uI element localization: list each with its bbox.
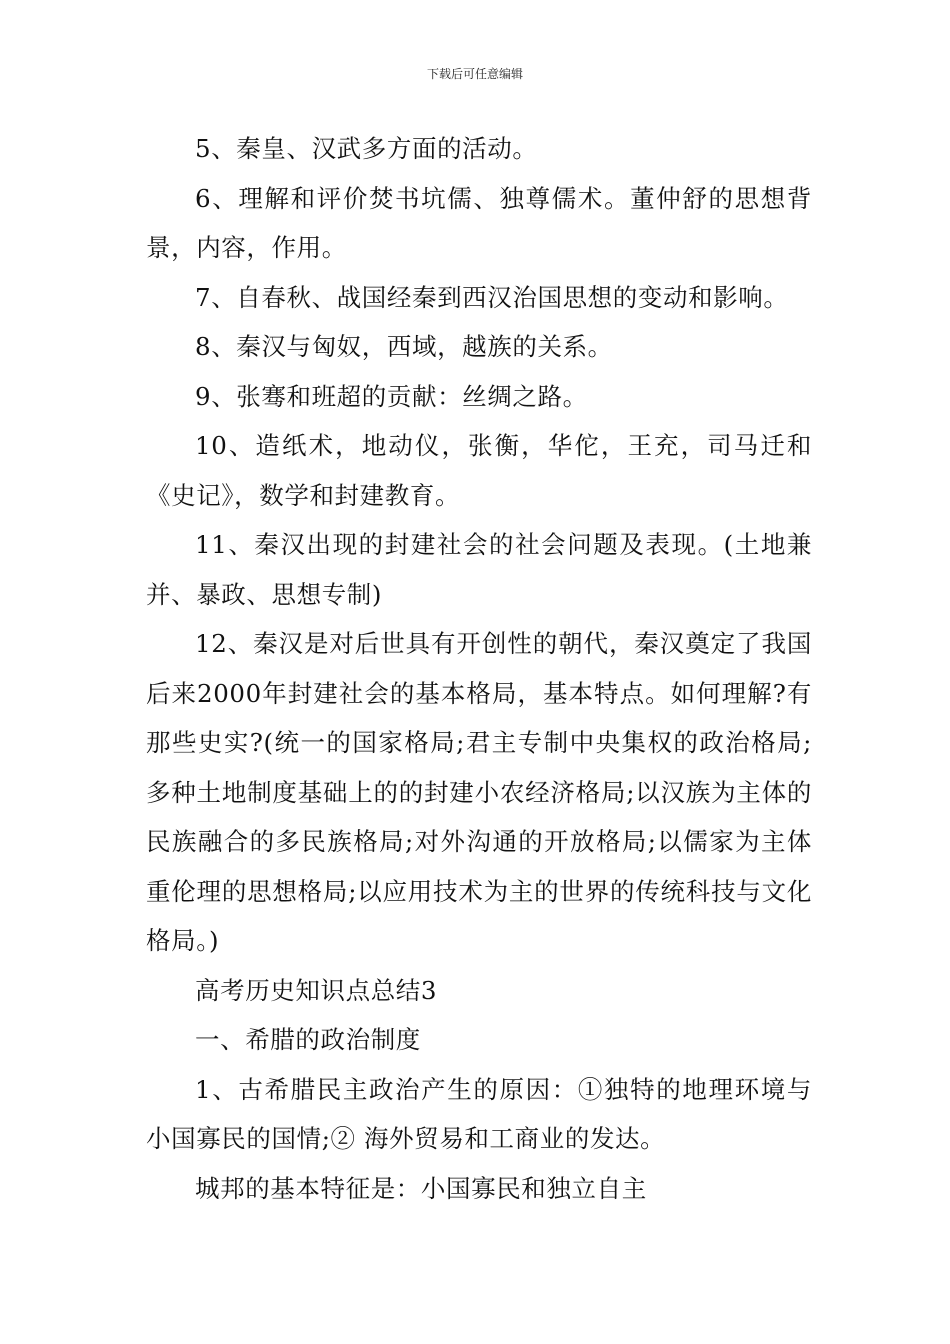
paragraph-item-11: 11、秦汉出现的封建社会的社会问题及表现。(土地兼并、暴政、思想专制) (146, 530, 812, 609)
paragraph-item-10: 10、造纸术，地动仪，张衡，华佗，王充，司马迁和《史记》，数学和封建教育。 (146, 431, 812, 510)
paragraph-city-state: 城邦的基本特征是：小国寡民和独立自主 (195, 1173, 647, 1203)
paragraph-greek-democracy: 1、古希腊民主政治产生的原因：①独特的地理环境与小国寡民的国情;② 海外贸易和工商业的发达。 (146, 1074, 812, 1153)
section-heading: 高考历史知识点总结3 (195, 975, 438, 1005)
page-header: 下载后可任意编辑 (426, 67, 523, 81)
paragraph-item-5: 5、秦皇、汉武多方面的活动。 (195, 134, 538, 163)
subsection-heading: 一、希腊的政治制度 (195, 1025, 421, 1054)
paragraph-item-9: 9、张骞和班超的贡献：丝绸之路。 (195, 381, 588, 411)
document-body (146, 124, 812, 1213)
paragraph-item-7: 7、自春秋、战国经秦到西汉治国思想的变动和影响。 (195, 282, 789, 312)
paragraph-item-12: 12、秦汉是对后世具有开创性的朝代，秦汉奠定了我国后来2000年封建社会的基本格局，基本特点。如何理解?有那些史实?(统一的国家格局;君主专制中央集权的政治格局;多种土地制度基础上的的封建小农经济格局;以汉族为主体的民族融合的多民族格局;对外沟通的开放格局;以儒家为主体重伦理的思想格局;以应用技术为主的世界的传统科技与文化格局。) (146, 629, 812, 955)
paragraph-item-6: 6、理解和评价焚书坑儒、独尊儒术。董仲舒的思想背景，内容，作用。 (146, 183, 812, 262)
paragraph-item-8: 8、秦汉与匈奴，西域，越族的关系。 (195, 332, 613, 361)
